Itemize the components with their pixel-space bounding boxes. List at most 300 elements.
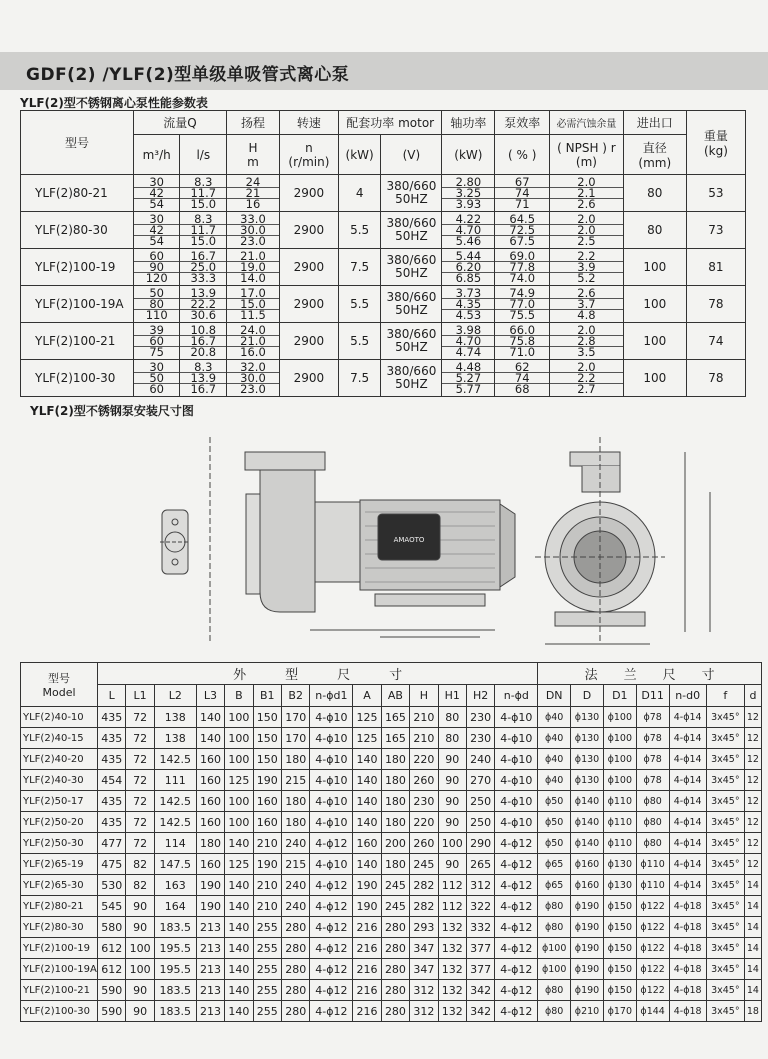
dim-value-cell: ϕ78 xyxy=(636,770,669,791)
dim-value-cell: 270 xyxy=(466,770,494,791)
dim-value-cell: 140 xyxy=(196,728,224,749)
dim-value-cell: ϕ40 xyxy=(538,770,571,791)
perf-value: 62 xyxy=(495,362,549,373)
dim-value-cell: 125 xyxy=(353,707,381,728)
perf-head-head-units xyxy=(227,135,280,175)
perf-row xyxy=(21,286,746,323)
perf-value: 6.85 xyxy=(455,271,482,285)
dim-value-cell: ϕ50 xyxy=(538,812,571,833)
dim-value-cell: 140 xyxy=(225,917,253,938)
perf-value: 2.0 xyxy=(550,225,623,236)
dim-value-cell: 280 xyxy=(282,1001,310,1022)
perf-head-inlet-unit: (mm) xyxy=(638,156,672,170)
perf-q-ls-cell xyxy=(180,249,227,286)
dim-value-cell: 112 xyxy=(438,896,466,917)
dim-value-cell: ϕ160 xyxy=(571,875,604,896)
perf-value: 68 xyxy=(514,382,530,396)
dim-value-cell: 4-ϕ10 xyxy=(495,728,538,749)
perf-shaft-cell xyxy=(442,175,495,212)
perf-head-speed-unit: (r/min) xyxy=(288,154,330,169)
dim-model-cell: YLF(2)40-30 xyxy=(21,770,98,791)
dim-value-cell: 4-ϕ12 xyxy=(310,959,353,980)
dim-value-cell: 245 xyxy=(410,854,438,875)
dim-value-cell: ϕ110 xyxy=(603,791,636,812)
perf-value: 23.0 xyxy=(240,382,266,396)
perf-motor-kw-cell: 5.5 xyxy=(338,323,380,360)
dim-value-cell: 160 xyxy=(196,770,224,791)
dim-model-cell: YLF(2)50-17 xyxy=(21,791,98,812)
dim-value-cell: 180 xyxy=(381,854,409,875)
perf-value: 21.0 xyxy=(227,251,279,262)
dim-value-cell: 90 xyxy=(438,791,466,812)
dim-value-cell: ϕ150 xyxy=(603,938,636,959)
dim-value-cell: 4-ϕ14 xyxy=(669,707,706,728)
perf-value: 72.5 xyxy=(495,225,549,236)
perf-value: 3.9 xyxy=(550,262,623,273)
dim-col-header: B1 xyxy=(253,685,281,707)
perf-head-inlet-units xyxy=(623,135,686,175)
dim-value-cell: 72 xyxy=(126,749,154,770)
dim-value-cell: 210 xyxy=(410,728,438,749)
dim-value-cell: 140 xyxy=(353,770,381,791)
perf-value: 2.2 xyxy=(550,251,623,262)
perf-motor-kw-cell: 5.5 xyxy=(338,286,380,323)
perf-head-weight-unit: (kg) xyxy=(703,144,728,158)
dim-value-cell: ϕ80 xyxy=(538,917,571,938)
dim-value-cell: 140 xyxy=(353,854,381,875)
dim-value-cell: 100 xyxy=(126,938,154,959)
dim-value-cell: 160 xyxy=(253,812,281,833)
perf-voltage-cell: 380/660 50HZ xyxy=(381,212,442,249)
perf-value: 16.7 xyxy=(180,336,226,347)
perf-head-head: 扬程 xyxy=(227,111,280,135)
perf-value: 21.0 xyxy=(227,336,279,347)
dim-value-cell: ϕ130 xyxy=(603,854,636,875)
perf-value: 5.46 xyxy=(455,234,482,248)
dim-value-cell: ϕ100 xyxy=(603,707,636,728)
dim-value-cell: 140 xyxy=(225,833,253,854)
dim-value-cell: 477 xyxy=(98,833,126,854)
dim-col-header: n-d0 xyxy=(669,685,706,707)
perf-model-cell: YLF(2)80-21 xyxy=(21,175,134,212)
perf-value: 75.5 xyxy=(509,308,536,322)
dim-col-header: B xyxy=(225,685,253,707)
dim-value-cell: ϕ130 xyxy=(603,875,636,896)
perf-value: 16.0 xyxy=(240,345,266,359)
perf-value: 4.48 xyxy=(442,362,494,373)
dim-value-cell: 435 xyxy=(98,749,126,770)
dim-value-cell: 3x45° xyxy=(706,854,744,875)
dim-value-cell: 377 xyxy=(466,938,494,959)
dim-value-cell: 4-ϕ14 xyxy=(669,854,706,875)
dim-row xyxy=(21,770,762,791)
perf-speed-cell: 2900 xyxy=(279,212,338,249)
dim-value-cell: 245 xyxy=(381,875,409,896)
dim-value-cell: 3x45° xyxy=(706,707,744,728)
perf-q-ls-cell xyxy=(180,175,227,212)
dim-value-cell: 183.5 xyxy=(154,917,196,938)
perf-motor-kw-cell: 5.5 xyxy=(338,212,380,249)
dim-value-cell: 213 xyxy=(196,980,224,1001)
dim-value-cell: 150 xyxy=(253,707,281,728)
perf-value: 50 xyxy=(134,373,180,384)
dim-value-cell: 255 xyxy=(253,938,281,959)
dim-value-cell: 12 xyxy=(744,728,761,749)
dim-value-cell: 255 xyxy=(253,959,281,980)
dim-value-cell: 4-ϕ12 xyxy=(495,1001,538,1022)
dim-value-cell: 280 xyxy=(381,1001,409,1022)
dim-col-header: D11 xyxy=(636,685,669,707)
dim-value-cell: 180 xyxy=(282,791,310,812)
perf-eff-cell xyxy=(495,175,550,212)
dim-value-cell: 282 xyxy=(410,875,438,896)
dim-value-cell: 347 xyxy=(410,938,438,959)
dim-row xyxy=(21,1001,762,1022)
dim-value-cell: 3x45° xyxy=(706,749,744,770)
perf-value: 4.53 xyxy=(455,308,482,322)
perf-value: 8.3 xyxy=(180,177,226,188)
dim-value-cell: 4-ϕ14 xyxy=(669,812,706,833)
dim-value-cell: 280 xyxy=(381,959,409,980)
perf-head-speed: 转速 xyxy=(279,111,338,135)
dim-value-cell: 180 xyxy=(381,791,409,812)
perf-diameter-cell: 80 xyxy=(623,175,686,212)
dim-value-cell: 147.5 xyxy=(154,854,196,875)
perf-value: 64.5 xyxy=(495,214,549,225)
dim-row xyxy=(21,833,762,854)
perf-shaft-cell xyxy=(442,249,495,286)
perf-q-m3-cell xyxy=(133,323,180,360)
dim-value-cell: 4-ϕ14 xyxy=(669,875,706,896)
perf-value: 5.2 xyxy=(577,271,596,285)
dimension-table-body xyxy=(21,707,762,1022)
perf-value: 75.8 xyxy=(495,336,549,347)
perf-diameter-cell: 100 xyxy=(623,286,686,323)
perf-value: 54 xyxy=(149,197,164,211)
dim-col-header: f xyxy=(706,685,744,707)
perf-q-m3-cell xyxy=(133,175,180,212)
perf-value: 77.0 xyxy=(495,299,549,310)
dim-value-cell: 140 xyxy=(353,749,381,770)
perf-value: 77.8 xyxy=(495,262,549,273)
dim-col-header: A xyxy=(353,685,381,707)
dim-value-cell: 14 xyxy=(744,938,761,959)
dim-value-cell: 190 xyxy=(253,854,281,875)
dim-value-cell: 160 xyxy=(196,812,224,833)
dim-value-cell: 580 xyxy=(98,917,126,938)
dim-value-cell: 132 xyxy=(438,938,466,959)
dim-value-cell: 140 xyxy=(225,875,253,896)
dim-model-cell: YLF(2)65-30 xyxy=(21,875,98,896)
dim-row xyxy=(21,854,762,875)
dim-value-cell: 312 xyxy=(410,1001,438,1022)
perf-value: 3.5 xyxy=(577,345,596,359)
dim-value-cell: 347 xyxy=(410,959,438,980)
dim-value-cell: ϕ130 xyxy=(571,770,604,791)
dim-value-cell: 213 xyxy=(196,959,224,980)
perf-head-motor-v: (V) xyxy=(381,135,442,175)
perf-speed-cell: 2900 xyxy=(279,323,338,360)
perf-diameter-cell: 100 xyxy=(623,249,686,286)
perf-row xyxy=(21,175,746,212)
dim-value-cell: 435 xyxy=(98,707,126,728)
perf-value: 4.35 xyxy=(442,299,494,310)
dim-value-cell: 4-ϕ10 xyxy=(310,791,353,812)
perf-npsh-cell xyxy=(550,175,624,212)
dim-value-cell: 250 xyxy=(466,812,494,833)
dim-value-cell: ϕ190 xyxy=(571,896,604,917)
perf-value: 2.6 xyxy=(577,197,596,211)
dim-value-cell: 72 xyxy=(126,728,154,749)
dim-value-cell: 280 xyxy=(282,980,310,1001)
dim-value-cell: 183.5 xyxy=(154,1001,196,1022)
dim-value-cell: 4-ϕ12 xyxy=(495,938,538,959)
perf-value: 20.8 xyxy=(190,345,217,359)
perf-weight-cell: 74 xyxy=(686,323,745,360)
perf-value: 8.3 xyxy=(180,362,226,373)
dim-value-cell: ϕ50 xyxy=(538,791,571,812)
dim-value-cell: 90 xyxy=(438,749,466,770)
perf-value: 110 xyxy=(145,308,168,322)
perf-weight-cell: 81 xyxy=(686,249,745,286)
dim-value-cell: ϕ110 xyxy=(636,854,669,875)
dim-value-cell: 12 xyxy=(744,749,761,770)
perf-value: 17.0 xyxy=(227,288,279,299)
dim-value-cell: ϕ140 xyxy=(571,812,604,833)
dim-value-cell: ϕ78 xyxy=(636,728,669,749)
dim-value-cell: 14 xyxy=(744,875,761,896)
perf-head-flow-m3: m³/h xyxy=(133,135,180,175)
perf-head-model: 型号 xyxy=(21,111,134,175)
dim-value-cell: 100 xyxy=(225,707,253,728)
dim-value-cell: 12 xyxy=(744,770,761,791)
dim-col-header: L1 xyxy=(126,685,154,707)
perf-value: 15.0 xyxy=(190,197,217,211)
dim-value-cell: 4-ϕ10 xyxy=(495,770,538,791)
dim-value-cell: ϕ80 xyxy=(538,896,571,917)
perf-value: 16.7 xyxy=(190,382,217,396)
dim-value-cell: 216 xyxy=(353,938,381,959)
dim-value-cell: 190 xyxy=(353,896,381,917)
perf-shaft-cell xyxy=(442,286,495,323)
perf-head-weight-label: 重量 xyxy=(703,129,728,143)
perf-eff-cell xyxy=(495,323,550,360)
perf-weight-cell: 78 xyxy=(686,360,745,397)
perf-value: 2.0 xyxy=(550,214,623,225)
perf-head-inlet-d: 直径 xyxy=(642,141,667,155)
dim-value-cell: 4-ϕ12 xyxy=(495,896,538,917)
dim-value-cell: ϕ100 xyxy=(538,938,571,959)
perf-weight-cell: 78 xyxy=(686,286,745,323)
dim-value-cell: 18 xyxy=(744,1001,761,1022)
dim-value-cell: 160 xyxy=(196,749,224,770)
dim-value-cell: 140 xyxy=(353,812,381,833)
perf-value: 2.80 xyxy=(442,177,494,188)
dim-value-cell: 180 xyxy=(282,812,310,833)
performance-table-body xyxy=(21,175,746,397)
perf-head-npsh: 必需汽蚀余量 xyxy=(550,111,624,135)
perf-weight-cell: 53 xyxy=(686,175,745,212)
perf-value: 80 xyxy=(134,299,180,310)
perf-value: 14.0 xyxy=(240,271,266,285)
perf-value: 30 xyxy=(134,214,180,225)
perf-eff-cell xyxy=(495,286,550,323)
dim-row xyxy=(21,791,762,812)
perf-table-title: YLF(2)型不锈钢离心泵性能参数表 xyxy=(20,96,208,110)
dim-value-cell: 4-ϕ10 xyxy=(495,707,538,728)
perf-speed-cell: 2900 xyxy=(279,249,338,286)
perf-head-flow: 流量Q xyxy=(133,111,226,135)
page-title: GDF(2) /YLF(2)型单级单吸管式离心泵 xyxy=(26,65,350,85)
dim-value-cell: 3x45° xyxy=(706,1001,744,1022)
dim-value-cell: 90 xyxy=(126,896,154,917)
dim-value-cell: 14 xyxy=(744,959,761,980)
perf-value: 11.7 xyxy=(180,188,226,199)
perf-value: 10.8 xyxy=(180,325,226,336)
dim-value-cell: 112 xyxy=(438,875,466,896)
perf-value: 2.6 xyxy=(550,288,623,299)
dim-value-cell: 213 xyxy=(196,938,224,959)
perf-head-weight xyxy=(686,111,745,175)
dim-value-cell: ϕ65 xyxy=(538,875,571,896)
perf-value: 3.98 xyxy=(442,325,494,336)
dim-value-cell: 4-ϕ18 xyxy=(669,959,706,980)
dim-value-cell: 210 xyxy=(253,875,281,896)
dim-value-cell: 3x45° xyxy=(706,959,744,980)
dim-value-cell: 100 xyxy=(438,833,466,854)
perf-value: 24.0 xyxy=(227,325,279,336)
perf-value: 21 xyxy=(227,188,279,199)
dim-value-cell: 4-ϕ14 xyxy=(669,791,706,812)
perf-q-m3-cell xyxy=(133,212,180,249)
dim-value-cell: 4-ϕ14 xyxy=(669,728,706,749)
dim-value-cell: 220 xyxy=(410,812,438,833)
perf-value: 3.73 xyxy=(442,288,494,299)
perf-value: 60 xyxy=(134,336,180,347)
perf-value: 11.5 xyxy=(240,308,266,322)
dim-value-cell: 312 xyxy=(410,980,438,1001)
dim-value-cell: ϕ40 xyxy=(538,749,571,770)
dim-value-cell: 255 xyxy=(253,980,281,1001)
dim-value-cell: 210 xyxy=(410,707,438,728)
dim-value-cell: ϕ122 xyxy=(636,917,669,938)
dim-value-cell: 14 xyxy=(744,980,761,1001)
dim-value-cell: 132 xyxy=(438,959,466,980)
dim-value-cell: 4-ϕ10 xyxy=(310,854,353,875)
dim-value-cell: 90 xyxy=(438,854,466,875)
dim-value-cell: ϕ160 xyxy=(571,854,604,875)
dim-value-cell: 4-ϕ10 xyxy=(310,707,353,728)
dim-value-cell: ϕ170 xyxy=(603,1001,636,1022)
dim-value-cell: 4-ϕ12 xyxy=(310,833,353,854)
dim-value-cell: 280 xyxy=(282,938,310,959)
dim-value-cell: ϕ40 xyxy=(538,728,571,749)
dim-value-cell: ϕ190 xyxy=(571,980,604,1001)
dim-value-cell: 132 xyxy=(438,980,466,1001)
perf-motor-kw-cell: 4 xyxy=(338,175,380,212)
pump-body-side xyxy=(210,437,360,642)
dim-value-cell: 240 xyxy=(282,833,310,854)
perf-value: 54 xyxy=(149,234,164,248)
dim-value-cell: 140 xyxy=(225,1001,253,1022)
perf-head-inlet: 进出口 xyxy=(623,111,686,135)
perf-head-shaft: 轴功率 xyxy=(442,111,495,135)
dim-value-cell: 216 xyxy=(353,1001,381,1022)
dim-value-cell: 4-ϕ12 xyxy=(310,875,353,896)
dim-value-cell: 4-ϕ10 xyxy=(495,749,538,770)
dim-value-cell: 190 xyxy=(353,875,381,896)
dim-value-cell: 454 xyxy=(98,770,126,791)
dim-value-cell: 14 xyxy=(744,917,761,938)
dim-value-cell: 100 xyxy=(225,749,253,770)
dim-col-header: H xyxy=(410,685,438,707)
dim-value-cell: 160 xyxy=(253,791,281,812)
dim-value-cell: ϕ210 xyxy=(571,1001,604,1022)
dim-value-cell: 290 xyxy=(466,833,494,854)
dim-value-cell: 190 xyxy=(196,896,224,917)
dim-value-cell: 4-ϕ12 xyxy=(495,980,538,1001)
perf-head-head-h: H xyxy=(248,140,258,155)
perf-head-shaft-unit: (kW) xyxy=(442,135,495,175)
dim-value-cell: 12 xyxy=(744,791,761,812)
perf-value: 13.9 xyxy=(180,373,226,384)
dim-col-header: n-ϕd xyxy=(495,685,538,707)
dim-value-cell: 160 xyxy=(196,854,224,875)
perf-value: 11.7 xyxy=(180,225,226,236)
perf-speed-cell: 2900 xyxy=(279,175,338,212)
dim-head-outer: 外 型 尺 寸 xyxy=(98,663,538,685)
dim-value-cell: 4-ϕ12 xyxy=(310,980,353,1001)
dim-value-cell: ϕ80 xyxy=(636,833,669,854)
dim-value-cell: 213 xyxy=(196,917,224,938)
dim-value-cell: 82 xyxy=(126,854,154,875)
dim-value-cell: 4-ϕ12 xyxy=(310,1001,353,1022)
perf-shaft-cell xyxy=(442,360,495,397)
perf-value: 30.0 xyxy=(227,373,279,384)
dim-model-cell: YLF(2)100-19 xyxy=(21,938,98,959)
dim-value-cell: 183.5 xyxy=(154,980,196,1001)
dim-value-cell: 213 xyxy=(196,1001,224,1022)
dim-value-cell: 590 xyxy=(98,980,126,1001)
perf-value: 74 xyxy=(495,188,549,199)
perf-voltage-cell: 380/660 50HZ xyxy=(381,249,442,286)
dim-col-header: n-ϕd1 xyxy=(310,685,353,707)
dim-head-model-en: Model xyxy=(42,686,76,699)
dim-value-cell: 4-ϕ18 xyxy=(669,1001,706,1022)
dim-value-cell: 140 xyxy=(225,938,253,959)
dim-model-cell: YLF(2)100-30 xyxy=(21,1001,98,1022)
dim-value-cell: 114 xyxy=(154,833,196,854)
installation-drawing xyxy=(150,422,760,657)
dim-value-cell: 265 xyxy=(466,854,494,875)
dim-head-flange: 法 兰 尺 寸 xyxy=(538,663,762,685)
dim-row xyxy=(21,980,762,1001)
dim-value-cell: 3x45° xyxy=(706,791,744,812)
motor-brand-plate: AMAOTO xyxy=(393,536,425,544)
dim-value-cell: 4-ϕ10 xyxy=(310,728,353,749)
dim-value-cell: 125 xyxy=(225,770,253,791)
dim-row xyxy=(21,959,762,980)
perf-head-eff-unit: ( % ) xyxy=(495,135,550,175)
perf-value: 6.20 xyxy=(442,262,494,273)
perf-value: 30 xyxy=(134,177,180,188)
dim-value-cell: ϕ100 xyxy=(538,959,571,980)
perf-q-ls-cell xyxy=(180,360,227,397)
dim-row xyxy=(21,917,762,938)
dim-value-cell: 90 xyxy=(438,812,466,833)
dim-value-cell: 530 xyxy=(98,875,126,896)
dim-value-cell: 4-ϕ14 xyxy=(669,749,706,770)
